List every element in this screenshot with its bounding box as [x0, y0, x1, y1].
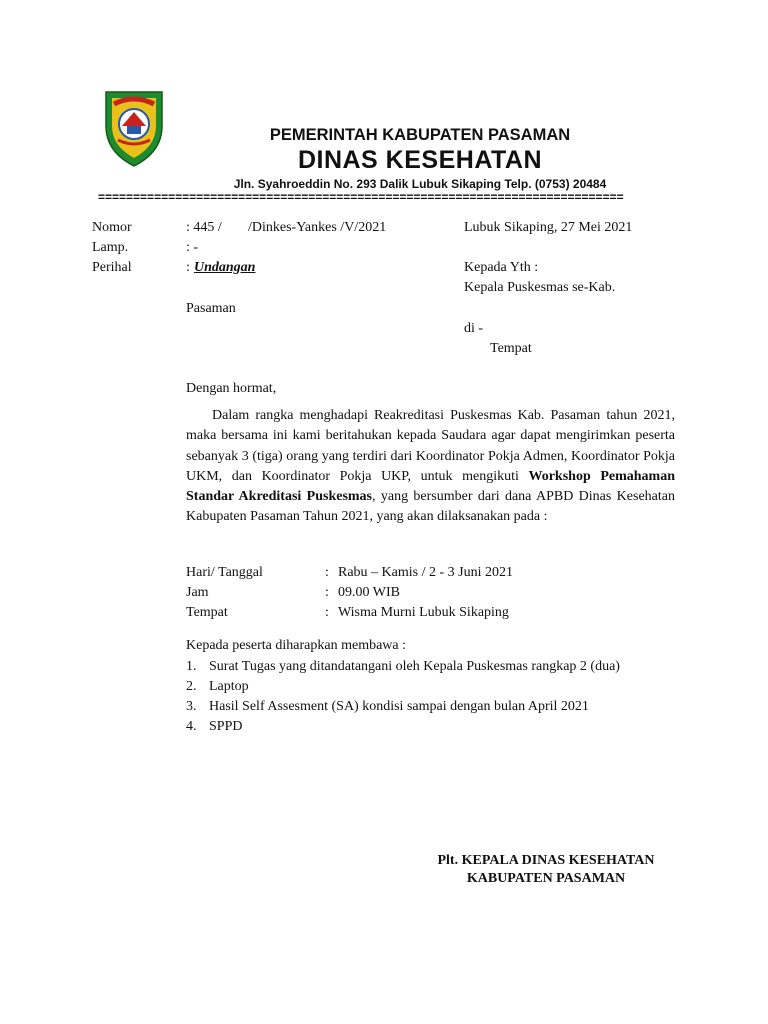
lamp-value: : - — [186, 240, 199, 255]
pasaman-crest-icon — [100, 86, 168, 170]
recipient-line2: Pasaman — [186, 301, 236, 316]
bring-item-text: Laptop — [209, 679, 249, 694]
nomor-value: : 445 / — [186, 220, 222, 235]
nomor-label: Nomor — [92, 220, 132, 235]
pasaman-regency-logo — [100, 86, 168, 170]
schedule-value-time: 09.00 WIB — [338, 585, 400, 600]
body-paragraph — [186, 406, 675, 528]
recipient-di: di - — [464, 321, 484, 336]
recipient-line1: Kepala Puskesmas se-Kab. — [464, 280, 616, 295]
agency-name: PEMERINTAH KABUPATEN PASAMAN — [269, 126, 571, 144]
place-date: Lubuk Sikaping, 27 Mei 2021 — [464, 220, 633, 235]
para-text-post: , yang bersumber dari dana APBD Dinas Kesehatan Kabupaten Pasaman Tahun 2021, yang akan dilaksanakan pada : — [186, 489, 675, 525]
perihal-label: Perihal — [92, 260, 132, 275]
letterhead-separator: =========================================================================== — [98, 190, 624, 204]
signature-title: Plt. KEPALA DINAS KESEHATAN — [437, 853, 655, 868]
schedule-colon-time: : — [325, 585, 329, 600]
schedule-colon-date: : — [325, 565, 329, 580]
bring-item-text: SPPD — [209, 719, 243, 734]
salutation: Dengan hormat, — [186, 381, 277, 396]
schedule-label-time: Jam — [186, 585, 209, 600]
schedule-colon-place: : — [325, 605, 329, 620]
bring-item-num: 4. — [186, 719, 197, 734]
bring-item-num: 3. — [186, 699, 197, 714]
bring-intro: Kepada peserta diharapkan membawa : — [186, 638, 407, 653]
signature-office: KABUPATEN PASAMAN — [466, 871, 626, 886]
bring-item-text: Hasil Self Assesment (SA) kondisi sampai dengan bulan April 2021 — [209, 699, 589, 714]
office-address: Jln. Syahroeddin No. 293 Dalik Lubuk Sikaping Telp. (0753) 20484 — [233, 177, 607, 191]
department-name: DINAS KESEHATAN — [297, 146, 543, 174]
bring-item-text: Surat Tugas yang ditandatangani oleh Kepala Puskesmas rangkap 2 (dua) — [209, 659, 620, 674]
nomor-suffix: /Dinkes-Yankes /V/2021 — [248, 220, 387, 235]
para-text-pre: Dalam rangka menghadapi Reakreditasi Puskesmas Kab. Pasaman tahun 2021, maka bersama ini kami beritahukan kepada Saudara agar dapat mengirimkan peserta sebanyak 3 (tiga) orang yang terdiri dari Koordinator Pokja Admen, Koordinator Pokja UKM, dan Koordinator Pokja UKP, untuk mengikuti — [186, 408, 675, 484]
schedule-label-place: Tempat — [186, 605, 228, 620]
workshop-title: Workshop Pemahaman Standar Akreditasi Puskesmas — [186, 468, 675, 505]
recipient-kepada: Kepada Yth : — [464, 260, 539, 275]
recipient-tempat: Tempat — [490, 341, 532, 356]
perihal-colon: : — [186, 260, 190, 275]
bring-item-num: 1. — [186, 659, 197, 674]
schedule-label-date: Hari/ Tanggal — [186, 565, 263, 580]
lamp-label: Lamp. — [92, 240, 129, 255]
bring-item-num: 2. — [186, 679, 197, 694]
schedule-value-place: Wisma Murni Lubuk Sikaping — [338, 605, 509, 620]
schedule-value-date: Rabu – Kamis / 2 - 3 Juni 2021 — [338, 565, 513, 580]
perihal-value: Undangan — [194, 260, 256, 275]
